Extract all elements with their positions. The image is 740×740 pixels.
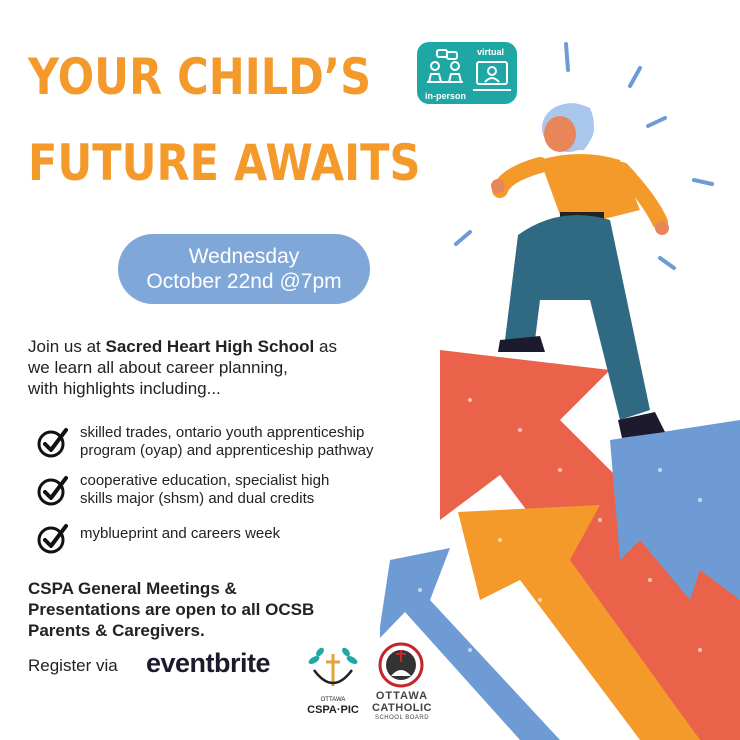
virtual-label: virtual [477,47,505,57]
ocsb-line-2: CATHOLIC [371,702,432,714]
intro-line-2: we learn all about career planning, [28,358,288,377]
cspa-ottawa-text: OTTAWA [320,697,346,703]
eventbrite-logo[interactable]: eventbrite [146,648,271,678]
headline-line-1: YOUR CHILD’S [28,48,372,106]
ocsb-line-1: OTTAWA [375,690,429,702]
meetings-line-3: Parents & Caregivers. [28,621,205,640]
ocsb-logo-icon [378,642,424,688]
checkmark-circle-icon [36,426,70,460]
event-date-time: October 22nd @7pm [146,270,342,293]
meetings-line-2: Presentations are open to all OCSB [28,600,315,619]
meetings-line-1: CSPA General Meetings & [28,579,237,598]
highlight-line: myblueprint and careers week [80,525,281,542]
checkmark-circle-icon [36,522,70,556]
meetings-note [28,578,348,641]
register-label: Register via [28,656,118,675]
intro-paragraph [28,336,418,399]
highlight-line: cooperative education, specialist high [80,472,330,489]
intro-line-3: with highlights including... [28,379,221,398]
in-person-label: in-person [425,91,467,101]
laptop-icon [471,58,513,98]
intro-prefix: Join us at [28,337,106,356]
ocsb-line-3: SCHOOL BOARD [374,715,430,721]
cspa-name: CSPA·PIC [307,704,359,716]
highlight-line: program (oyap) and apprenticeship pathway [80,442,374,459]
highlight-line: skills major (shsm) and dual credits [80,490,315,507]
arrows-illustration [380,40,740,740]
highlight-line: skilled trades, ontario youth apprenticeship [80,424,365,441]
event-date-pill [118,234,370,304]
checkmark-circle-icon [36,474,70,508]
meeting-people-icon [421,46,471,96]
event-day: Wednesday [188,245,300,268]
virtual-in-person-badge [417,42,517,104]
headline-line-2: FUTURE AWAITS [28,134,421,192]
intro-suffix: as [314,337,337,356]
school-name: Sacred Heart High School [105,337,315,356]
